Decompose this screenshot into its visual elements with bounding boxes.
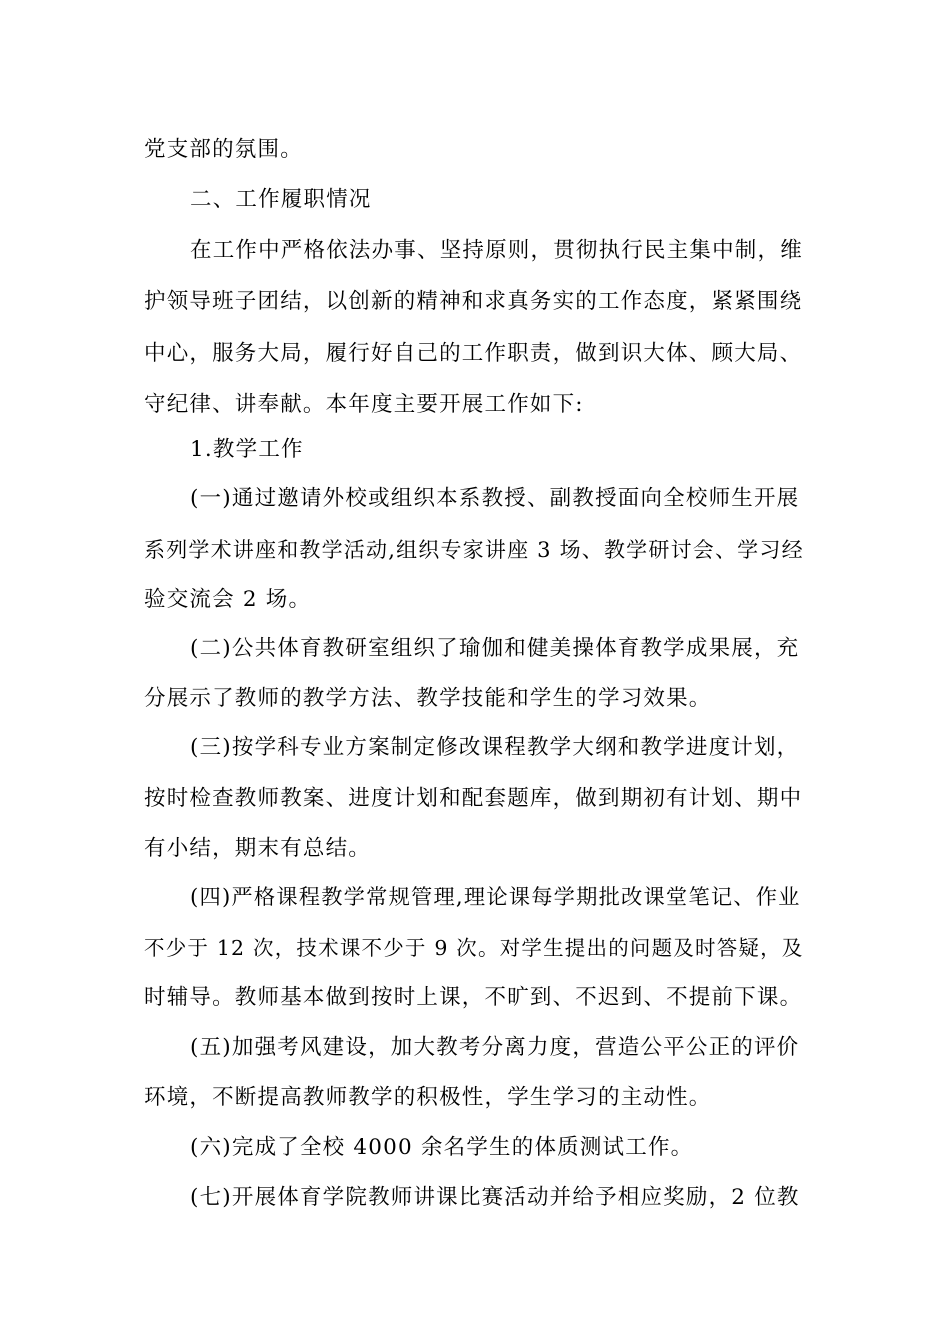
paragraph-line: 验交流会 2 场。: [144, 587, 312, 612]
paragraph-line: 环境，不断提高教师教学的积极性，学生学习的主动性。: [144, 1085, 712, 1110]
paragraph-line: 中心，服务大局，履行好自己的工作职责，做到识大体、顾大局、: [144, 341, 803, 366]
paragraph-line: (七)开展体育学院教师讲课比赛活动并给予相应奖励，2 位教: [190, 1185, 800, 1210]
paragraph-line: (一)通过邀请外校或组织本系教授、副教授面向全校师生开展: [190, 486, 800, 511]
paragraph-line: (二)公共体育教研室组织了瑜伽和健美操体育教学成果展，充: [190, 636, 800, 661]
paragraph-line: 时辅导。教师基本做到按时上课，不旷到、不迟到、不提前下课。: [144, 985, 803, 1010]
paragraph-line: 党支部的氛围。: [144, 137, 303, 162]
paragraph-line: (四)严格课程教学常规管理,理论课每学期批改课堂笔记、作业: [190, 885, 801, 910]
paragraph-line: 有小结，期末有总结。: [144, 836, 372, 861]
paragraph-line: 守纪律、讲奉献。本年度主要开展工作如下:: [144, 392, 584, 417]
subsection-heading: 1.教学工作: [190, 437, 304, 462]
paragraph-line: 在工作中严格依法办事、坚持原则，贯彻执行民主集中制，维: [190, 238, 803, 263]
paragraph-line: 系列学术讲座和教学活动,组织专家讲座 3 场、教学研讨会、学习经: [144, 538, 804, 562]
paragraph-line: (六)完成了全校 4000 余名学生的体质测试工作。: [190, 1135, 694, 1160]
paragraph-line: 分展示了教师的教学方法、教学技能和学生的学习效果。: [144, 686, 712, 711]
section-heading: 二、工作履职情况: [190, 187, 372, 212]
paragraph-line: (三)按学科专业方案制定修改课程教学大纲和教学进度计划，: [190, 735, 800, 760]
paragraph-line: 护领导班子团结，以创新的精神和求真务实的工作态度，紧紧围绕: [144, 289, 803, 314]
paragraph-line: 按时检查教师教案、进度计划和配套题库，做到期初有计划、期中: [144, 786, 803, 811]
paragraph-line: 不少于 12 次，技术课不少于 9 次。对学生提出的问题及时答疑，及: [144, 936, 804, 960]
paragraph-line: (五)加强考风建设，加大教考分离力度，营造公平公正的评价: [190, 1035, 800, 1060]
